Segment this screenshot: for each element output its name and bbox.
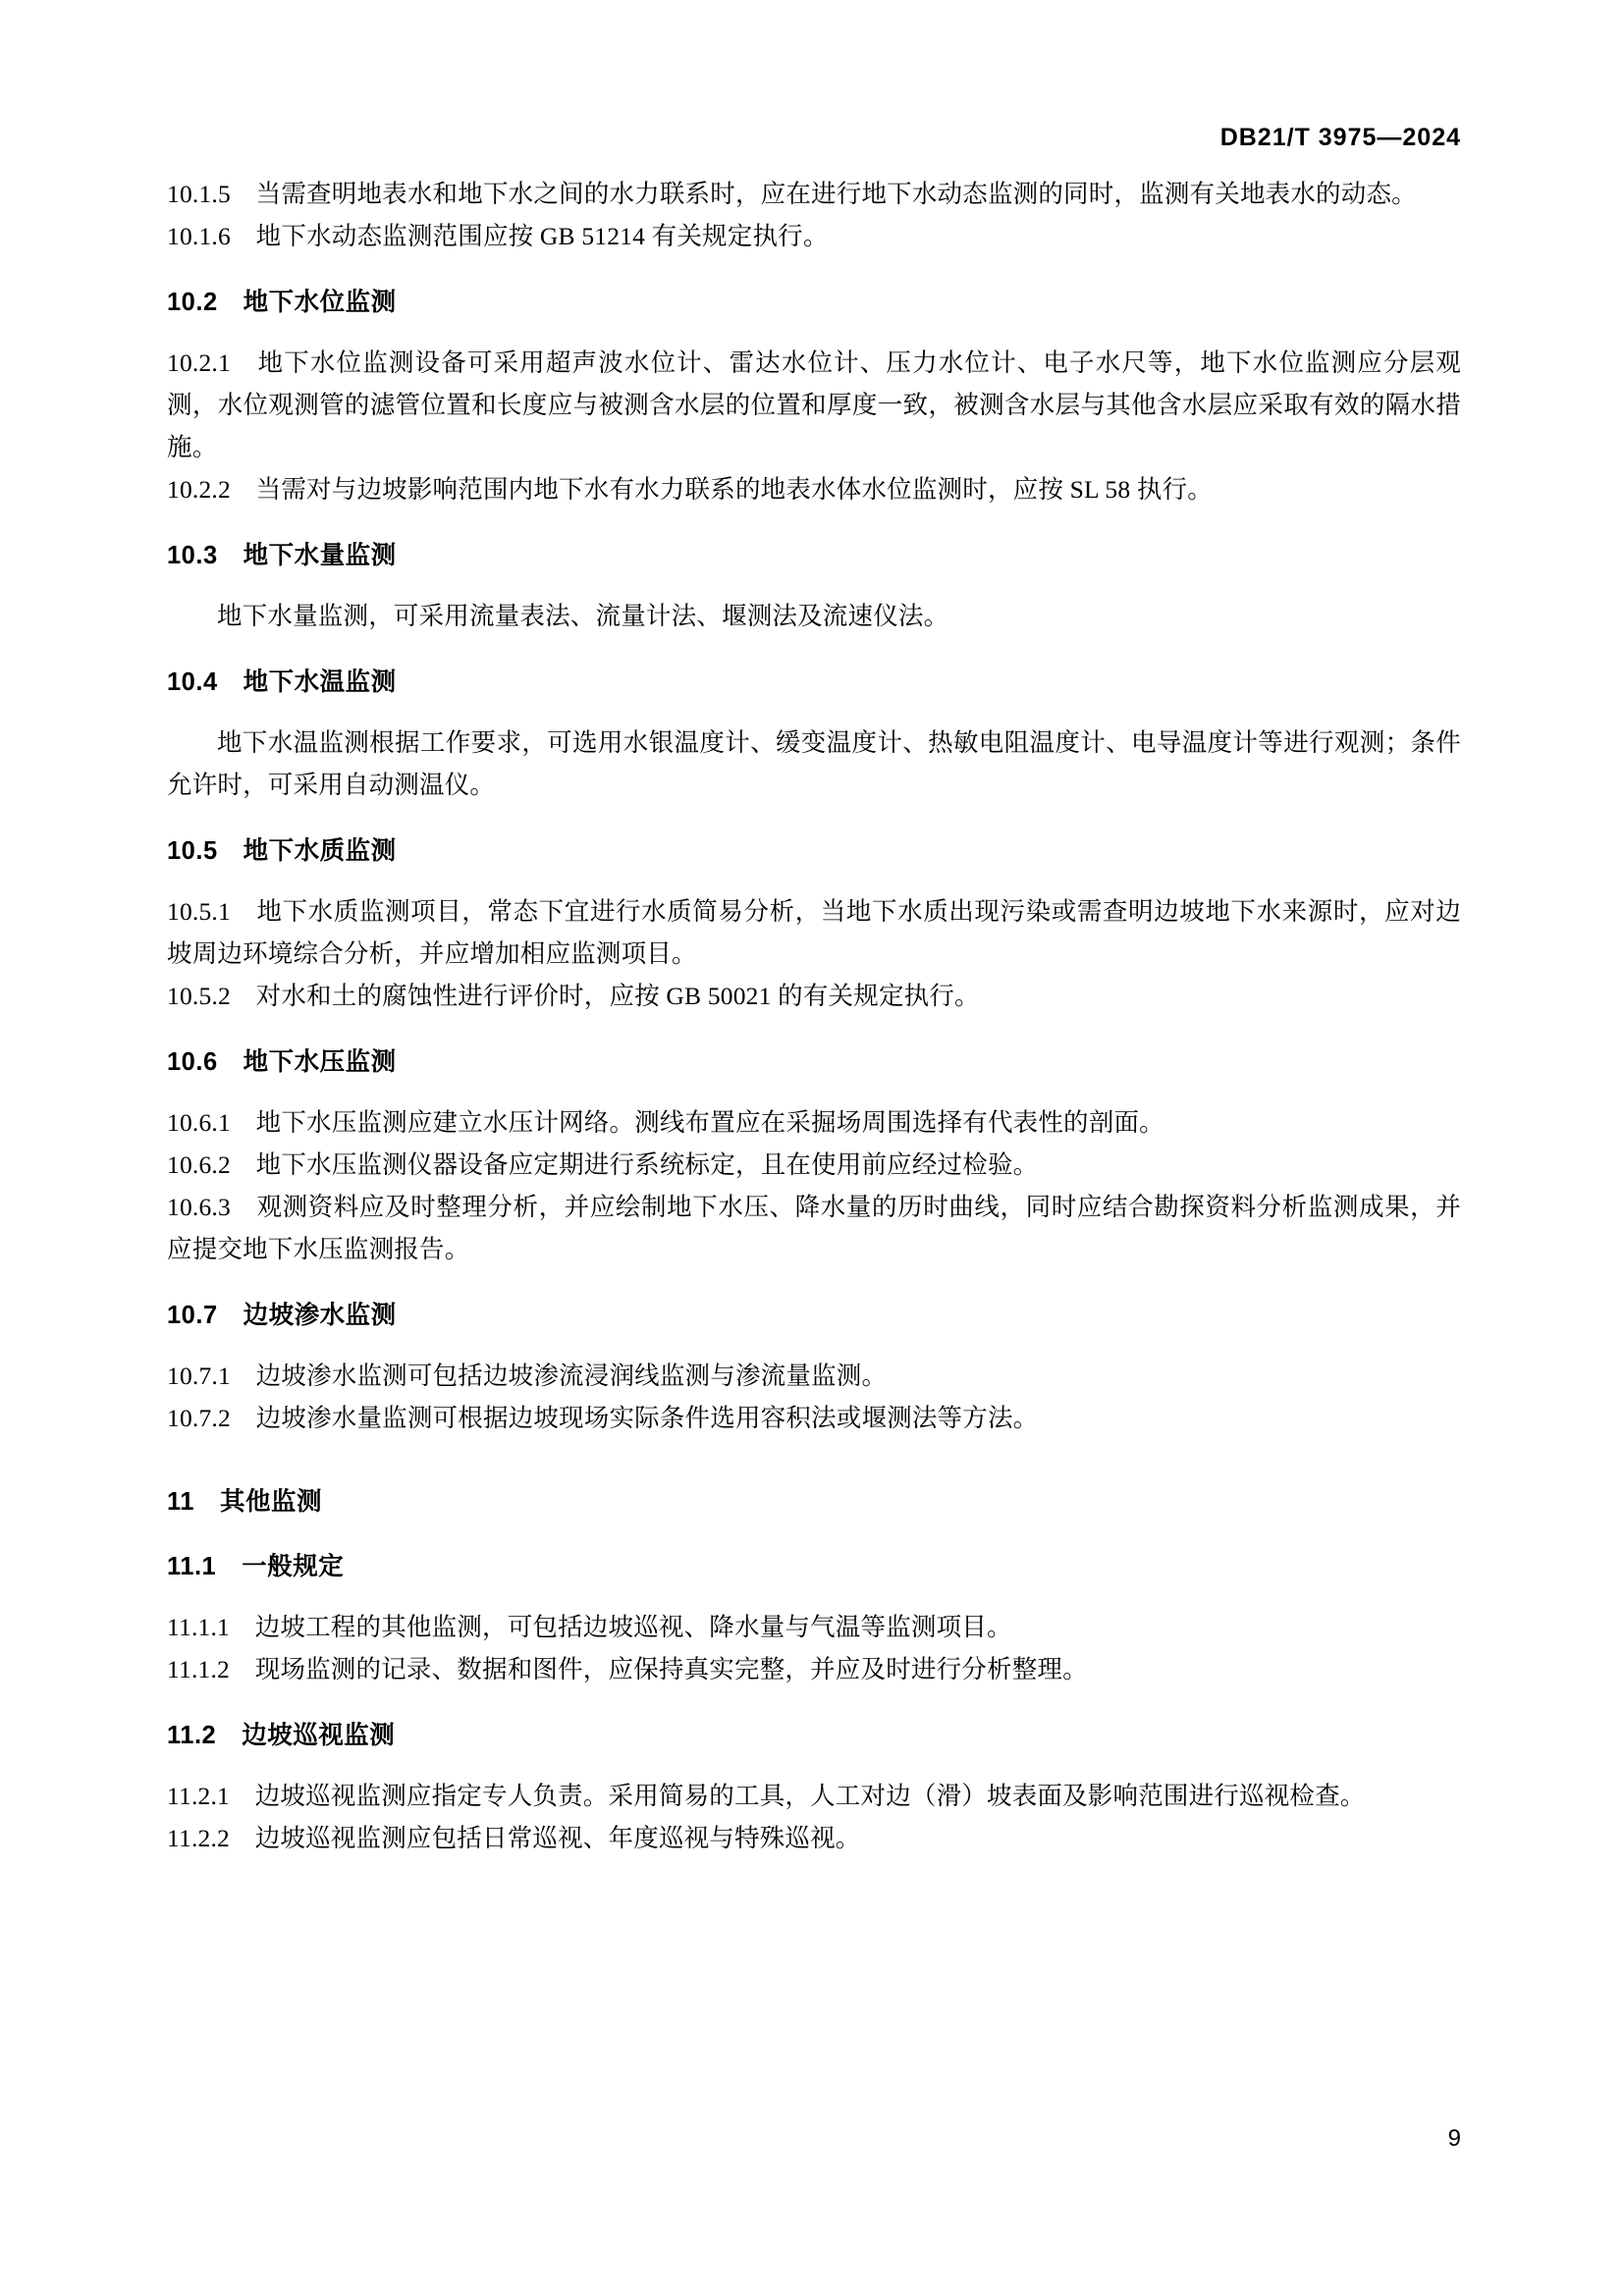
- heading-10-4: 10.4 地下水温监测: [167, 668, 397, 696]
- clause-10-2-2: 10.2.2 当需对与边坡影响范围内地下水有水力联系的地表水体水位监测时，应按 SL 58 执行。: [167, 475, 1213, 504]
- heading-10-7: 10.7 边坡渗水监测: [167, 1302, 397, 1329]
- heading-10-2: 10.2 地下水位监测: [167, 289, 397, 316]
- heading-11-2: 11.2 边坡巡视监测: [167, 1722, 396, 1749]
- clause-10-1-6: 10.1.6 地下水动态监测范围应按 GB 51214 有关规定执行。: [167, 222, 829, 250]
- clause-11-1-1: 11.1.1 边坡工程的其他监测，可包括边坡巡视、降水量与气温等监测项目。: [167, 1613, 1012, 1641]
- heading-10-3: 10.3 地下水量监测: [167, 542, 397, 569]
- clause-11-1-2: 11.1.2 现场监测的记录、数据和图件，应保持真实完整，并应及时进行分析整理。: [167, 1655, 1088, 1683]
- page-header-standard-code: DB21/T 3975—2024: [1219, 124, 1461, 151]
- clause-10-6-2: 10.6.2 地下水压监测仪器设备应定期进行系统标定，且在使用前应经过检验。: [167, 1150, 1039, 1179]
- heading-11-1: 11.1 一般规定: [167, 1553, 345, 1580]
- heading-10-6: 10.6 地下水压监测: [167, 1048, 397, 1076]
- heading-10-5: 10.5 地下水质监测: [167, 837, 397, 865]
- document-body: [167, 173, 1461, 1859]
- clause-10-7-2: 10.7.2 边坡渗水量监测可根据边坡现场实际条件选用容积法或堰测法等方法。: [167, 1404, 1039, 1432]
- clause-10-7-1: 10.7.1 边坡渗水监测可包括边坡渗流浸润线监测与渗流量监测。: [167, 1362, 888, 1390]
- heading-11: 11 其他监测: [167, 1488, 322, 1516]
- clause-10-3-text: 地下水量监测，可采用流量表法、流量计法、堰测法及流速仪法。: [217, 602, 949, 630]
- clause-10-6-1: 10.6.1 地下水压监测应建立水压计网络。测线布置应在采掘场周围选择有代表性的剖面。: [167, 1108, 1164, 1137]
- clause-10-4-text: 地下水温监测根据工作要求，可选用水银温度计、缓变温度计、热敏电阻温度计、电导温度计等进行观测；条件允许时，可采用自动测温仪。: [167, 728, 1461, 799]
- clause-10-6-3: 10.6.3 观测资料应及时整理分析，并应绘制地下水压、降水量的历时曲线，同时应结合勘探资料分析监测成果，并应提交地下水压监测报告。: [167, 1193, 1461, 1263]
- page-number: 9: [1447, 2125, 1461, 2152]
- clause-10-1-5: 10.1.5 当需查明地表水和地下水之间的水力联系时，应在进行地下水动态监测的同时，监测有关地表水的动态。: [167, 180, 1417, 208]
- clause-10-5-1: 10.5.1 地下水质监测项目，常态下宜进行水质简易分析，当地下水质出现污染或需查明边坡地下水来源时，应对边坡周边环境综合分析，并应增加相应监测项目。: [167, 897, 1461, 968]
- clause-11-2-1: 11.2.1 边坡巡视监测应指定专人负责。采用简易的工具，人工对边（滑）坡表面及影响范围进行巡视检查。: [167, 1782, 1366, 1810]
- clause-11-2-2: 11.2.2 边坡巡视监测应包括日常巡视、年度巡视与特殊巡视。: [167, 1824, 861, 1852]
- clause-10-2-1: 10.2.1 地下水位监测设备可采用超声波水位计、雷达水位计、压力水位计、电子水尺等，地下水位监测应分层观测，水位观测管的滤管位置和长度应与被测含水层的位置和厚度一致，被测含水层与其他含水层应采取有效的隔水措施。: [167, 348, 1461, 461]
- clause-10-5-2: 10.5.2 对水和土的腐蚀性进行评价时，应按 GB 50021 的有关规定执行。: [167, 982, 980, 1010]
